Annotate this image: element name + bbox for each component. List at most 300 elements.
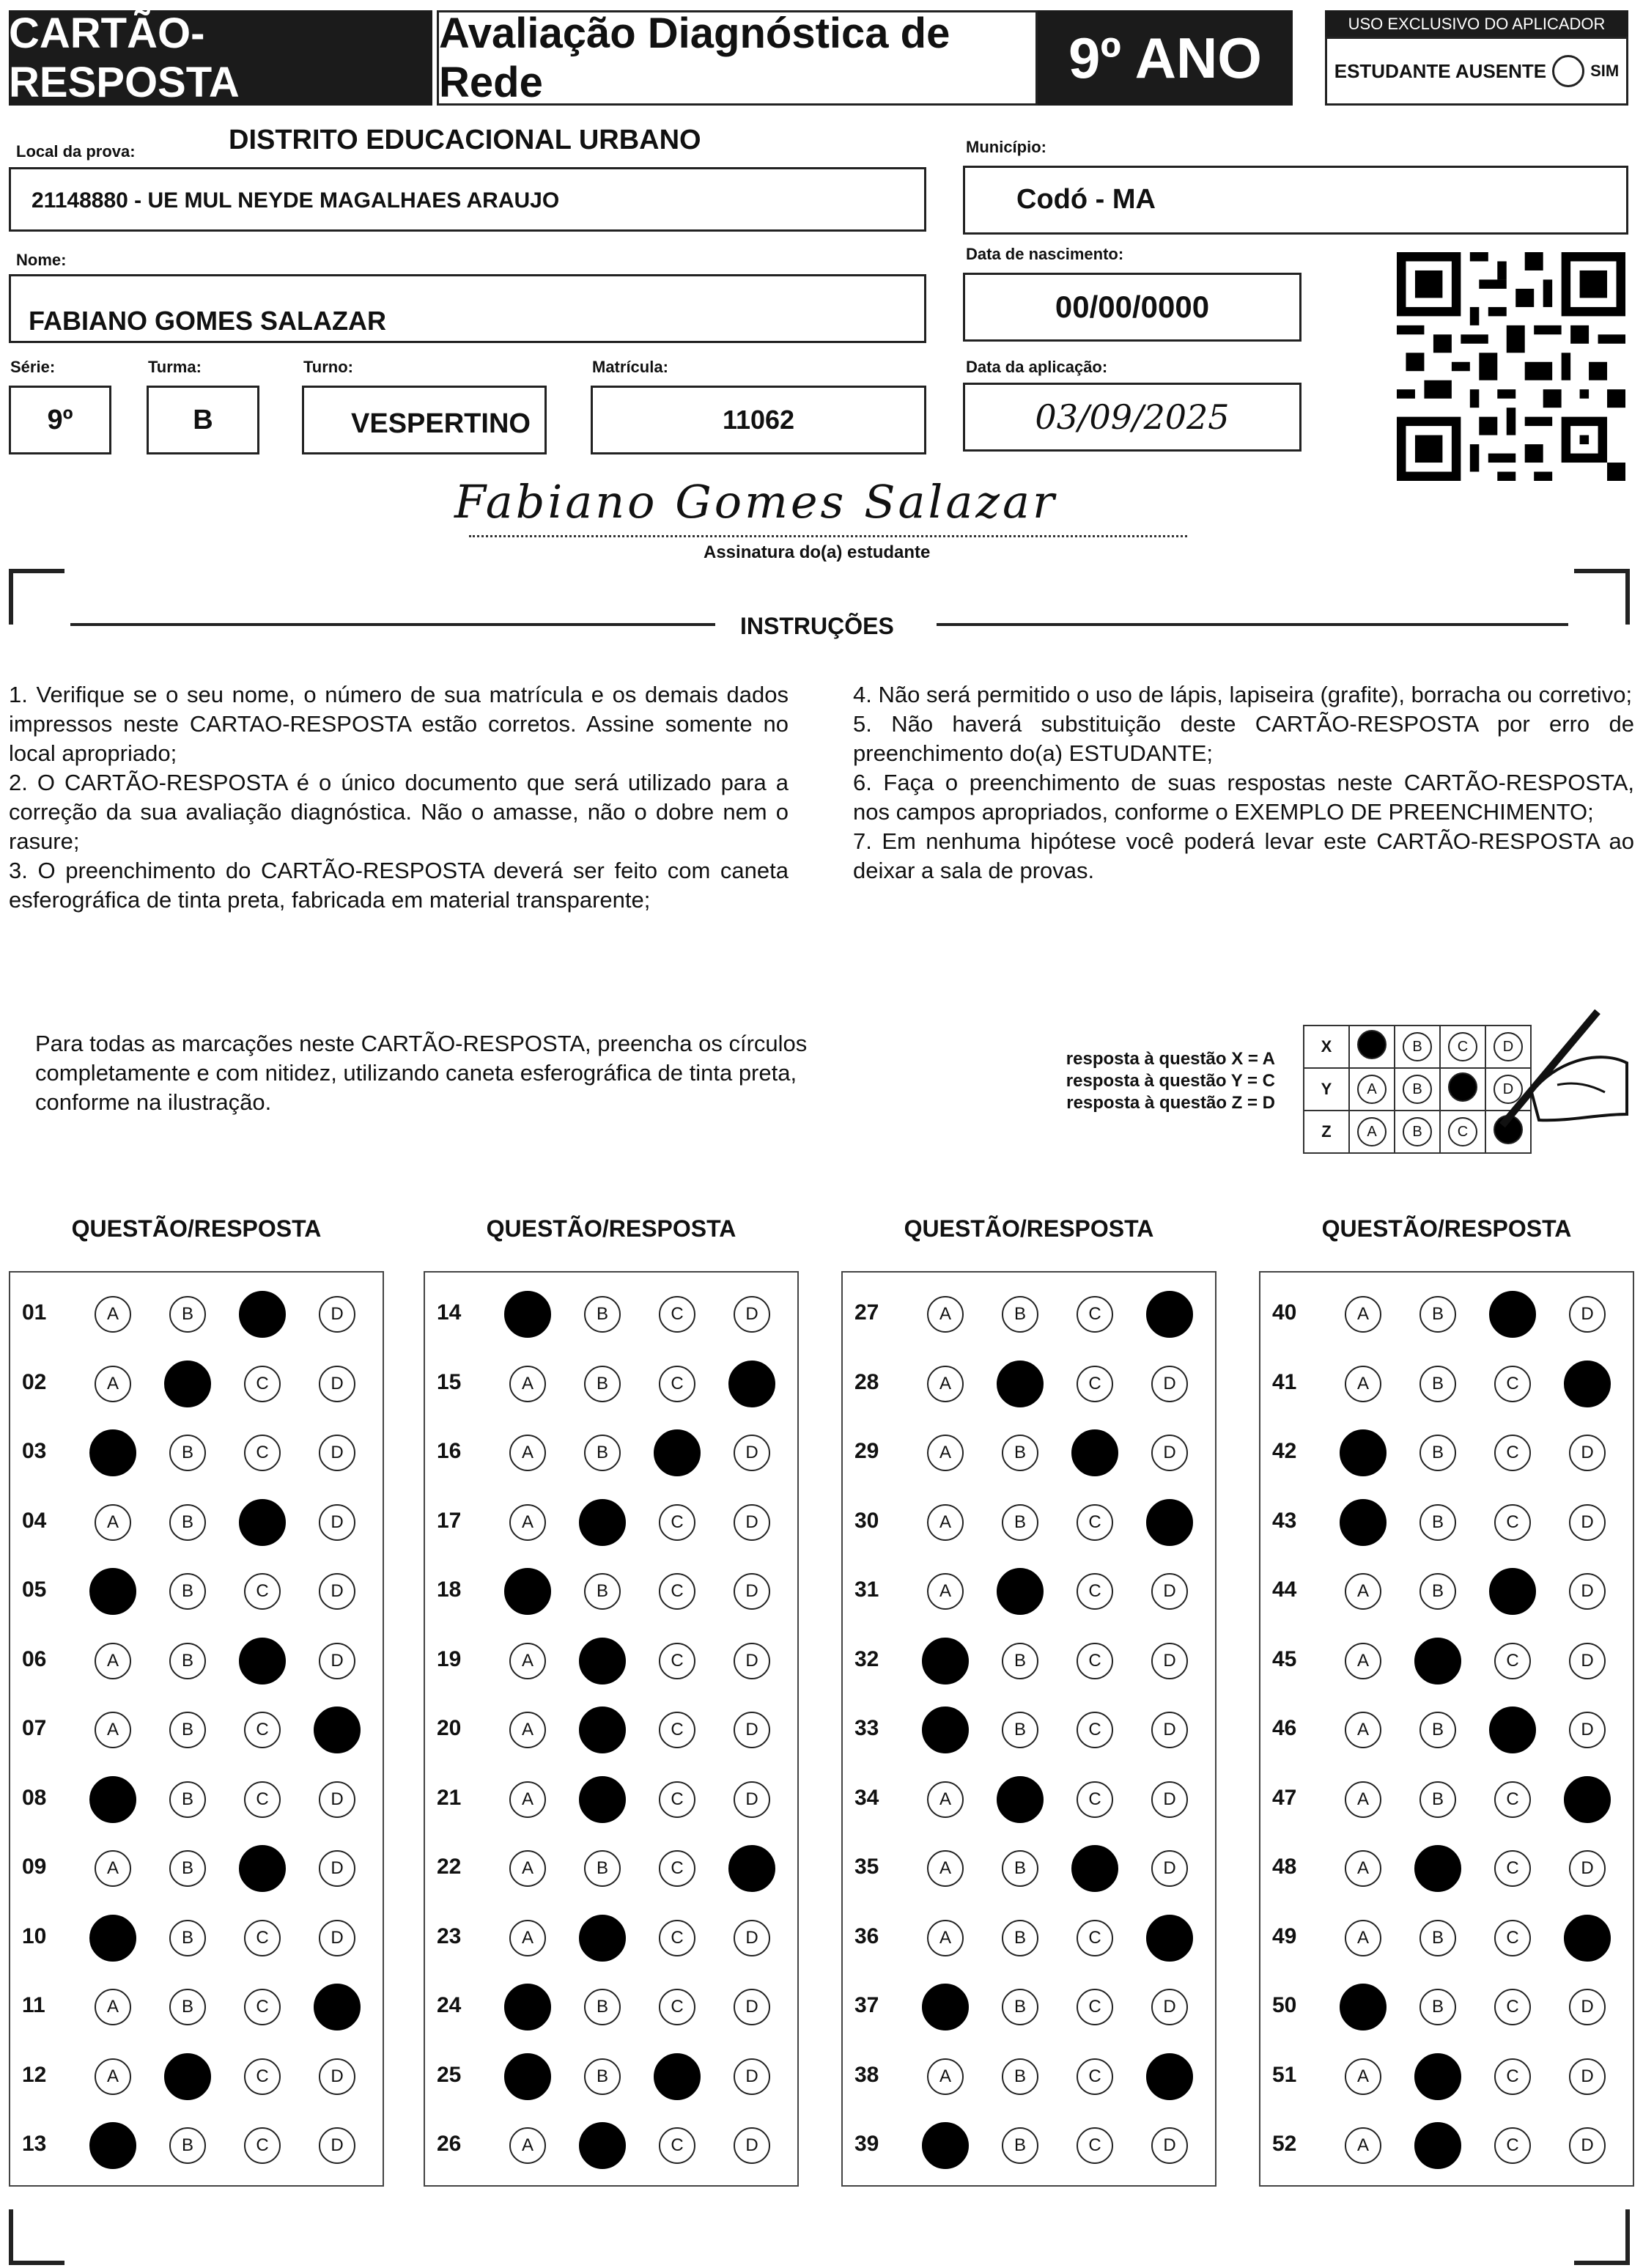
answer-bubble-a[interactable]: A: [95, 2058, 131, 2095]
answer-bubble-d[interactable]: [1146, 2053, 1193, 2100]
answer-bubble-a[interactable]: [504, 1568, 551, 1615]
answer-bubble-c[interactable]: C: [1077, 1573, 1113, 1610]
answer-bubble-c[interactable]: C: [659, 1989, 695, 2025]
answer-bubble-d[interactable]: D: [1569, 1573, 1606, 1610]
turma-value: B: [193, 404, 213, 435]
question-row: [425, 1280, 797, 1349]
answer-bubble-d[interactable]: [1146, 1499, 1193, 1546]
answer-bubble-b[interactable]: [997, 1776, 1044, 1823]
answer-column-2: [424, 1271, 799, 2187]
question-row: [425, 1765, 797, 1834]
answer-bubble-b[interactable]: B: [1419, 1781, 1456, 1818]
answer-bubble-c[interactable]: C: [659, 2127, 695, 2164]
answer-bubble-d[interactable]: D: [734, 1989, 770, 2025]
answer-bubble-c[interactable]: C: [1077, 1989, 1113, 2025]
answer-bubble-a[interactable]: A: [509, 1781, 546, 1818]
answer-bubble-a[interactable]: A: [95, 1643, 131, 1679]
answer-bubble-c[interactable]: C: [244, 2127, 281, 2164]
question-number: 22: [437, 1855, 462, 1879]
answer-bubble-c[interactable]: C: [1077, 1920, 1113, 1956]
answer-bubble-d[interactable]: D: [1151, 1435, 1188, 1471]
answer-bubble-b[interactable]: B: [169, 1504, 206, 1541]
question-row: [10, 2111, 383, 2180]
answer-bubble-a[interactable]: [1340, 1984, 1387, 2030]
answer-bubble-a[interactable]: A: [509, 1712, 546, 1748]
answer-bubble-b[interactable]: B: [584, 1573, 621, 1610]
turma-label: Turma:: [148, 358, 202, 376]
answer-bubble-d[interactable]: D: [319, 1366, 355, 1402]
answer-bubble-b[interactable]: B: [1419, 1366, 1456, 1402]
answer-bubble-a[interactable]: [922, 1984, 969, 2030]
answer-bubble-c[interactable]: C: [1077, 2058, 1113, 2095]
answer-bubble-d[interactable]: D: [1151, 1989, 1188, 2025]
question-number: 12: [22, 2063, 47, 2087]
question-row: [10, 1834, 383, 1903]
answer-bubble-a[interactable]: [1340, 1429, 1387, 1476]
answer-bubble-b[interactable]: B: [584, 1435, 621, 1471]
answer-bubble-d[interactable]: D: [1569, 1504, 1606, 1541]
question-row: [843, 1280, 1215, 1349]
answer-bubble-c[interactable]: C: [659, 1781, 695, 1818]
question-number: 37: [854, 1993, 879, 2017]
answer-bubble-a[interactable]: [1340, 1499, 1387, 1546]
absent-bubble[interactable]: [1552, 55, 1584, 87]
answer-bubble-b[interactable]: [1414, 2053, 1461, 2100]
answer-bubble-a[interactable]: A: [1345, 1712, 1381, 1748]
answer-bubble-c[interactable]: C: [1494, 1850, 1531, 1887]
example-cell: [1440, 1111, 1485, 1153]
answer-bubble-b[interactable]: B: [1002, 2058, 1038, 2095]
answer-column-4: [1259, 1271, 1634, 2187]
answer-bubble-a[interactable]: A: [509, 1366, 546, 1402]
question-number: 44: [1272, 1577, 1297, 1602]
answer-bubble-a[interactable]: A: [927, 1435, 964, 1471]
answer-bubble-d[interactable]: D: [1569, 1643, 1606, 1679]
answer-bubble-c[interactable]: C: [1494, 1781, 1531, 1818]
example-row-label: Y: [1304, 1068, 1349, 1111]
example-cell: [1395, 1026, 1440, 1068]
answer-bubble-b[interactable]: B: [169, 1643, 206, 1679]
answer-bubble-d[interactable]: D: [319, 1850, 355, 1887]
question-number: 32: [854, 1647, 879, 1671]
answer-bubble-a[interactable]: A: [927, 1366, 964, 1402]
question-row: [425, 1350, 797, 1418]
answer-bubble-d[interactable]: D: [319, 1781, 355, 1818]
question-number: 49: [1272, 1924, 1297, 1948]
column-header: QUESTÃO/RESPOSTA: [71, 1215, 322, 1242]
example-cell: [1440, 1026, 1485, 1068]
municipio-box: [963, 166, 1628, 235]
answer-bubble-b[interactable]: [1414, 1845, 1461, 1892]
answer-bubble-a[interactable]: A: [509, 1643, 546, 1679]
answer-bubble-b[interactable]: [997, 1361, 1044, 1407]
answer-bubble-d[interactable]: [728, 1845, 775, 1892]
answer-bubble-b[interactable]: B: [169, 1435, 206, 1471]
question-number: 08: [22, 1786, 47, 1810]
answer-bubble-c[interactable]: C: [244, 1366, 281, 1402]
answer-bubble-a[interactable]: A: [1345, 1573, 1381, 1610]
answer-bubble-c[interactable]: [239, 1845, 286, 1892]
municipio-value: Codó - MA: [1016, 184, 1156, 215]
question-number: 26: [437, 2132, 462, 2156]
answer-bubble-b[interactable]: B: [584, 2058, 621, 2095]
answer-column-3: [841, 1271, 1216, 2187]
answer-bubble-b[interactable]: B: [169, 1573, 206, 1610]
answer-bubble-c[interactable]: [239, 1291, 286, 1338]
answer-bubble-b[interactable]: B: [169, 1989, 206, 2025]
answer-bubble-d[interactable]: D: [1569, 1850, 1606, 1887]
answer-bubble-a[interactable]: A: [95, 1296, 131, 1333]
nascimento-label: Data de nascimento:: [966, 245, 1124, 263]
answer-bubble-c[interactable]: C: [244, 1435, 281, 1471]
answer-bubble-d[interactable]: [1564, 1361, 1611, 1407]
answer-bubble-d[interactable]: D: [1151, 1366, 1188, 1402]
answer-bubble-c[interactable]: C: [659, 1643, 695, 1679]
answer-bubble-d[interactable]: D: [734, 1643, 770, 1679]
answer-bubble-b[interactable]: [164, 2053, 211, 2100]
answer-bubble-a[interactable]: A: [95, 1504, 131, 1541]
answer-bubble-a[interactable]: [89, 1429, 136, 1476]
answer-bubble-a[interactable]: A: [509, 1435, 546, 1471]
answer-bubble-c[interactable]: C: [659, 1712, 695, 1748]
answer-bubble-b[interactable]: [579, 1915, 626, 1962]
instructions-rule-right: [937, 623, 1568, 626]
question-row: [1260, 1350, 1633, 1418]
answer-bubble-c[interactable]: C: [244, 1989, 281, 2025]
answer-bubble-b[interactable]: B: [1419, 1989, 1456, 2025]
answer-bubble-d[interactable]: D: [319, 2058, 355, 2095]
answer-bubble-c[interactable]: [654, 2053, 701, 2100]
answer-bubble-b[interactable]: B: [1002, 1435, 1038, 1471]
answer-bubble-d[interactable]: D: [319, 1573, 355, 1610]
answer-bubble-b[interactable]: B: [1419, 1573, 1456, 1610]
aplicacao-label: Data da aplicação:: [966, 358, 1108, 376]
answer-bubble-c[interactable]: [654, 1429, 701, 1476]
answer-bubble-d[interactable]: [728, 1361, 775, 1407]
answer-bubble-a[interactable]: A: [927, 1296, 964, 1333]
nome-box: [9, 274, 926, 343]
question-row: [425, 1696, 797, 1764]
answer-bubble-d[interactable]: D: [734, 2127, 770, 2164]
answer-bubble-b[interactable]: [579, 1499, 626, 1546]
question-number: 20: [437, 1716, 462, 1740]
question-row: [843, 1904, 1215, 1973]
answer-bubble-b[interactable]: B: [1002, 1989, 1038, 2025]
answer-bubble-c[interactable]: C: [244, 1573, 281, 1610]
answer-bubble-a[interactable]: A: [1345, 1296, 1381, 1333]
answer-bubble-a[interactable]: A: [927, 1920, 964, 1956]
answer-bubble-b[interactable]: B: [1002, 1296, 1038, 1333]
answer-bubble-d[interactable]: D: [1151, 2127, 1188, 2164]
answer-bubble-c[interactable]: C: [1077, 2127, 1113, 2164]
answer-bubble-c[interactable]: C: [1494, 1989, 1531, 2025]
example-line-x: resposta à questão X = A: [1066, 1049, 1275, 1069]
answer-bubble-c[interactable]: C: [1494, 2127, 1531, 2164]
answer-bubble-d[interactable]: D: [1569, 1712, 1606, 1748]
answer-bubble-b[interactable]: B: [1419, 1504, 1456, 1541]
answer-bubble-a[interactable]: [89, 1568, 136, 1615]
instruction-6: 6. Faça o preenchimento de suas respostas neste CARTÃO-RESPOSTA, nos campos apropriados, conforme o EXEMPLO DE PREENCHIMENTO;: [853, 770, 1634, 825]
answer-bubble-b[interactable]: B: [584, 1366, 621, 1402]
answer-bubble-a[interactable]: A: [1345, 1920, 1381, 1956]
example-row-label: Z: [1304, 1111, 1349, 1153]
answer-bubble-b[interactable]: B: [169, 1781, 206, 1818]
municipio-label: Município:: [966, 138, 1046, 156]
answer-bubble-a[interactable]: [89, 2122, 136, 2169]
question-row: [1260, 1834, 1633, 1903]
example-bubble-b: B: [1403, 1117, 1432, 1146]
answer-bubble-d[interactable]: D: [1569, 1296, 1606, 1333]
example-cell: [1440, 1068, 1485, 1111]
answer-bubble-b[interactable]: B: [1002, 1712, 1038, 1748]
answer-bubble-c[interactable]: C: [244, 1781, 281, 1818]
answer-bubble-d[interactable]: D: [1151, 1850, 1188, 1887]
answer-bubble-b[interactable]: B: [169, 1712, 206, 1748]
answer-bubble-c[interactable]: C: [1077, 1504, 1113, 1541]
answer-bubble-d[interactable]: D: [1569, 1435, 1606, 1471]
answer-bubble-d[interactable]: [1146, 1291, 1193, 1338]
answer-bubble-b[interactable]: B: [1419, 1712, 1456, 1748]
corner-mark-top-left: [9, 569, 64, 625]
answer-bubble-b[interactable]: [164, 1361, 211, 1407]
answer-bubble-c[interactable]: C: [659, 1296, 695, 1333]
answer-bubble-d[interactable]: D: [734, 1712, 770, 1748]
answer-bubble-a[interactable]: [922, 2122, 969, 2169]
answer-bubble-d[interactable]: D: [319, 1435, 355, 1471]
answer-bubble-c[interactable]: [1071, 1845, 1118, 1892]
answer-bubble-d[interactable]: D: [734, 1920, 770, 1956]
answer-bubble-b[interactable]: B: [1419, 1920, 1456, 1956]
question-number: 01: [22, 1300, 47, 1325]
serie-label: Série:: [10, 358, 56, 376]
answer-bubble-d[interactable]: D: [1569, 1989, 1606, 2025]
answer-bubble-c[interactable]: C: [1494, 1643, 1531, 1679]
answer-bubble-a[interactable]: [922, 1706, 969, 1753]
answer-bubble-a[interactable]: A: [1345, 2127, 1381, 2164]
local-label: Local da prova:: [16, 142, 136, 161]
answer-bubble-d[interactable]: D: [1151, 1643, 1188, 1679]
example-bubble-d: D: [1494, 1032, 1523, 1061]
answer-bubble-c[interactable]: C: [659, 1573, 695, 1610]
answer-bubble-c[interactable]: C: [659, 1850, 695, 1887]
answer-bubble-c[interactable]: C: [1077, 1296, 1113, 1333]
local-value: 21148880 - UE MUL NEYDE MAGALHAES ARAUJO: [32, 188, 560, 213]
pen-hand-icon: [1488, 997, 1634, 1136]
answer-bubble-d[interactable]: D: [1569, 2058, 1606, 2095]
answer-bubble-d[interactable]: D: [319, 1296, 355, 1333]
answer-bubble-c[interactable]: [239, 1638, 286, 1685]
question-row: [10, 1280, 383, 1349]
answer-bubble-c[interactable]: C: [244, 2058, 281, 2095]
answer-bubble-d[interactable]: D: [734, 1435, 770, 1471]
example-bubble-b: B: [1403, 1032, 1432, 1061]
answer-bubble-d[interactable]: D: [319, 1920, 355, 1956]
turno-box: [302, 386, 547, 454]
answer-bubble-d[interactable]: D: [734, 2058, 770, 2095]
answer-bubble-d[interactable]: D: [734, 1573, 770, 1610]
answer-bubble-b[interactable]: B: [1002, 1850, 1038, 1887]
answer-bubble-a[interactable]: [504, 2053, 551, 2100]
answer-bubble-b[interactable]: B: [584, 1850, 621, 1887]
answer-bubble-d[interactable]: [314, 1984, 361, 2030]
example-bubble-a: A: [1357, 1075, 1387, 1104]
answer-bubble-a[interactable]: A: [509, 1504, 546, 1541]
answer-bubble-b[interactable]: [579, 2122, 626, 2169]
answer-bubble-d[interactable]: D: [1151, 1573, 1188, 1610]
example-cell: [1349, 1068, 1395, 1111]
answer-bubble-a[interactable]: A: [509, 2127, 546, 2164]
question-number: 03: [22, 1439, 47, 1463]
answer-bubble-a[interactable]: [504, 1291, 551, 1338]
answer-bubble-b[interactable]: B: [584, 1989, 621, 2025]
answer-bubble-d[interactable]: D: [1151, 1712, 1188, 1748]
answer-bubble-b[interactable]: B: [169, 2127, 206, 2164]
answer-bubble-a[interactable]: [504, 1984, 551, 2030]
question-number: 17: [437, 1509, 462, 1533]
answer-bubble-c[interactable]: C: [659, 1920, 695, 1956]
answer-bubble-a[interactable]: A: [927, 1781, 964, 1818]
answer-bubble-b[interactable]: [1414, 2122, 1461, 2169]
answer-bubble-c[interactable]: C: [1077, 1366, 1113, 1402]
column-header: QUESTÃO/RESPOSTA: [1321, 1215, 1572, 1242]
serie-value: 9º: [47, 404, 73, 435]
aplicacao-box[interactable]: [963, 383, 1302, 452]
turno-value: VESPERTINO: [351, 408, 531, 439]
answer-bubble-c[interactable]: C: [1494, 1435, 1531, 1471]
question-row: [1260, 1488, 1633, 1557]
answer-bubble-b[interactable]: [579, 1706, 626, 1753]
question-number: 50: [1272, 1993, 1297, 2017]
question-row: [425, 1904, 797, 1973]
question-row: [10, 1350, 383, 1418]
answer-bubble-c[interactable]: C: [1077, 1781, 1113, 1818]
answer-bubble-a[interactable]: [89, 1915, 136, 1962]
answer-bubble-c[interactable]: C: [1494, 1366, 1531, 1402]
question-row: [843, 1418, 1215, 1487]
answer-bubble-d[interactable]: D: [1569, 2127, 1606, 2164]
answer-bubble-d[interactable]: D: [319, 1504, 355, 1541]
answer-bubble-b[interactable]: B: [169, 1850, 206, 1887]
example-cell: [1349, 1111, 1395, 1153]
column-header: QUESTÃO/RESPOSTA: [904, 1215, 1154, 1242]
answer-bubble-c[interactable]: [1071, 1429, 1118, 1476]
answer-bubble-a[interactable]: A: [95, 1366, 131, 1402]
answer-bubble-c[interactable]: [1489, 1291, 1536, 1338]
answer-bubble-a[interactable]: [89, 1776, 136, 1823]
answer-bubble-c[interactable]: C: [1494, 1504, 1531, 1541]
answer-bubble-a[interactable]: A: [927, 2058, 964, 2095]
answer-bubble-a[interactable]: A: [95, 1850, 131, 1887]
answer-bubble-a[interactable]: A: [1345, 1781, 1381, 1818]
answer-bubble-a[interactable]: A: [509, 1850, 546, 1887]
answer-bubble-a[interactable]: A: [509, 1920, 546, 1956]
answer-bubble-c[interactable]: C: [1494, 2058, 1531, 2095]
answer-bubble-a[interactable]: A: [1345, 2058, 1381, 2095]
question-number: 05: [22, 1577, 47, 1602]
answer-bubble-a[interactable]: A: [927, 1504, 964, 1541]
nascimento-box: [963, 273, 1302, 342]
answer-bubble-a[interactable]: A: [1345, 1643, 1381, 1679]
answer-bubble-d[interactable]: [314, 1706, 361, 1753]
answer-bubble-d[interactable]: [1564, 1915, 1611, 1962]
answer-bubble-b[interactable]: B: [584, 1296, 621, 1333]
instructions-title: INSTRUÇÕES: [740, 613, 894, 639]
question-number: 27: [854, 1300, 879, 1325]
answer-bubble-d[interactable]: [1564, 1776, 1611, 1823]
answer-bubble-c[interactable]: [1489, 1568, 1536, 1615]
question-number: 51: [1272, 2063, 1297, 2087]
question-number: 13: [22, 2132, 47, 2156]
question-row: [10, 1418, 383, 1487]
grade-title: 9º ANO: [1038, 10, 1293, 106]
answer-bubble-a[interactable]: A: [1345, 1366, 1381, 1402]
question-row: [1260, 2042, 1633, 2111]
answer-bubble-d[interactable]: D: [734, 1504, 770, 1541]
answer-bubble-b[interactable]: B: [1002, 1920, 1038, 1956]
answer-bubble-b[interactable]: B: [169, 1296, 206, 1333]
absent-label: ESTUDANTE AUSENTE: [1334, 59, 1547, 82]
answer-bubble-d[interactable]: D: [734, 1781, 770, 1818]
answer-bubble-a[interactable]: A: [95, 1712, 131, 1748]
answer-bubble-c[interactable]: [1489, 1706, 1536, 1753]
answer-bubble-a[interactable]: A: [95, 1989, 131, 2025]
answer-bubble-c[interactable]: [239, 1499, 286, 1546]
example-bubble-a: [1357, 1030, 1387, 1059]
answer-bubble-b[interactable]: B: [1002, 1504, 1038, 1541]
answer-bubble-c[interactable]: C: [1494, 1920, 1531, 1956]
answer-bubble-b[interactable]: B: [1419, 1435, 1456, 1471]
answer-bubble-b[interactable]: [579, 1638, 626, 1685]
answer-bubble-c[interactable]: C: [659, 1504, 695, 1541]
answer-bubble-a[interactable]: [922, 1638, 969, 1685]
answer-bubble-b[interactable]: B: [1002, 1643, 1038, 1679]
answer-bubble-b[interactable]: [997, 1568, 1044, 1615]
answer-bubble-d[interactable]: D: [319, 1643, 355, 1679]
question-row: [10, 1973, 383, 2041]
column-header: QUESTÃO/RESPOSTA: [486, 1215, 736, 1242]
fill-note: Para todas as marcações neste CARTÃO-RESPOSTA, preencha os círculos completamente e com nitidez, utilizando caneta esferográfica de tinta preta, conforme na ilustração.: [35, 1031, 808, 1115]
answer-bubble-a[interactable]: A: [927, 1850, 964, 1887]
question-number: 11: [22, 1993, 45, 2017]
nascimento-value: 00/00/0000: [1055, 290, 1210, 324]
answer-bubble-c[interactable]: C: [244, 1920, 281, 1956]
answer-bubble-d[interactable]: D: [319, 2127, 355, 2164]
answer-bubble-b[interactable]: [579, 1776, 626, 1823]
example-cell: [1395, 1068, 1440, 1111]
example-cell: [1395, 1111, 1440, 1153]
question-row: [843, 2111, 1215, 2180]
answer-bubble-b[interactable]: B: [169, 1920, 206, 1956]
answer-bubble-d[interactable]: D: [734, 1296, 770, 1333]
answer-bubble-c[interactable]: C: [1077, 1712, 1113, 1748]
signature-label: Assinatura do(a) estudante: [704, 542, 931, 562]
answer-bubble-d[interactable]: [1146, 1915, 1193, 1962]
instruction-7: 7. Em nenhuma hipótese você poderá levar este CARTÃO-RESPOSTA ao deixar a sala de provas.: [853, 828, 1634, 883]
answer-bubble-d[interactable]: D: [1151, 1781, 1188, 1818]
answer-bubble-c[interactable]: C: [659, 1366, 695, 1402]
example-cell: [1349, 1026, 1395, 1068]
answer-bubble-b[interactable]: B: [1002, 2127, 1038, 2164]
question-number: 43: [1272, 1509, 1297, 1533]
answer-bubble-a[interactable]: A: [927, 1573, 964, 1610]
question-number: 30: [854, 1509, 879, 1533]
answer-bubble-a[interactable]: A: [1345, 1850, 1381, 1887]
question-number: 19: [437, 1647, 462, 1671]
answer-bubble-c[interactable]: C: [244, 1712, 281, 1748]
answer-bubble-b[interactable]: [1414, 1638, 1461, 1685]
answer-bubble-b[interactable]: B: [1419, 1296, 1456, 1333]
answer-bubble-c[interactable]: C: [1077, 1643, 1113, 1679]
